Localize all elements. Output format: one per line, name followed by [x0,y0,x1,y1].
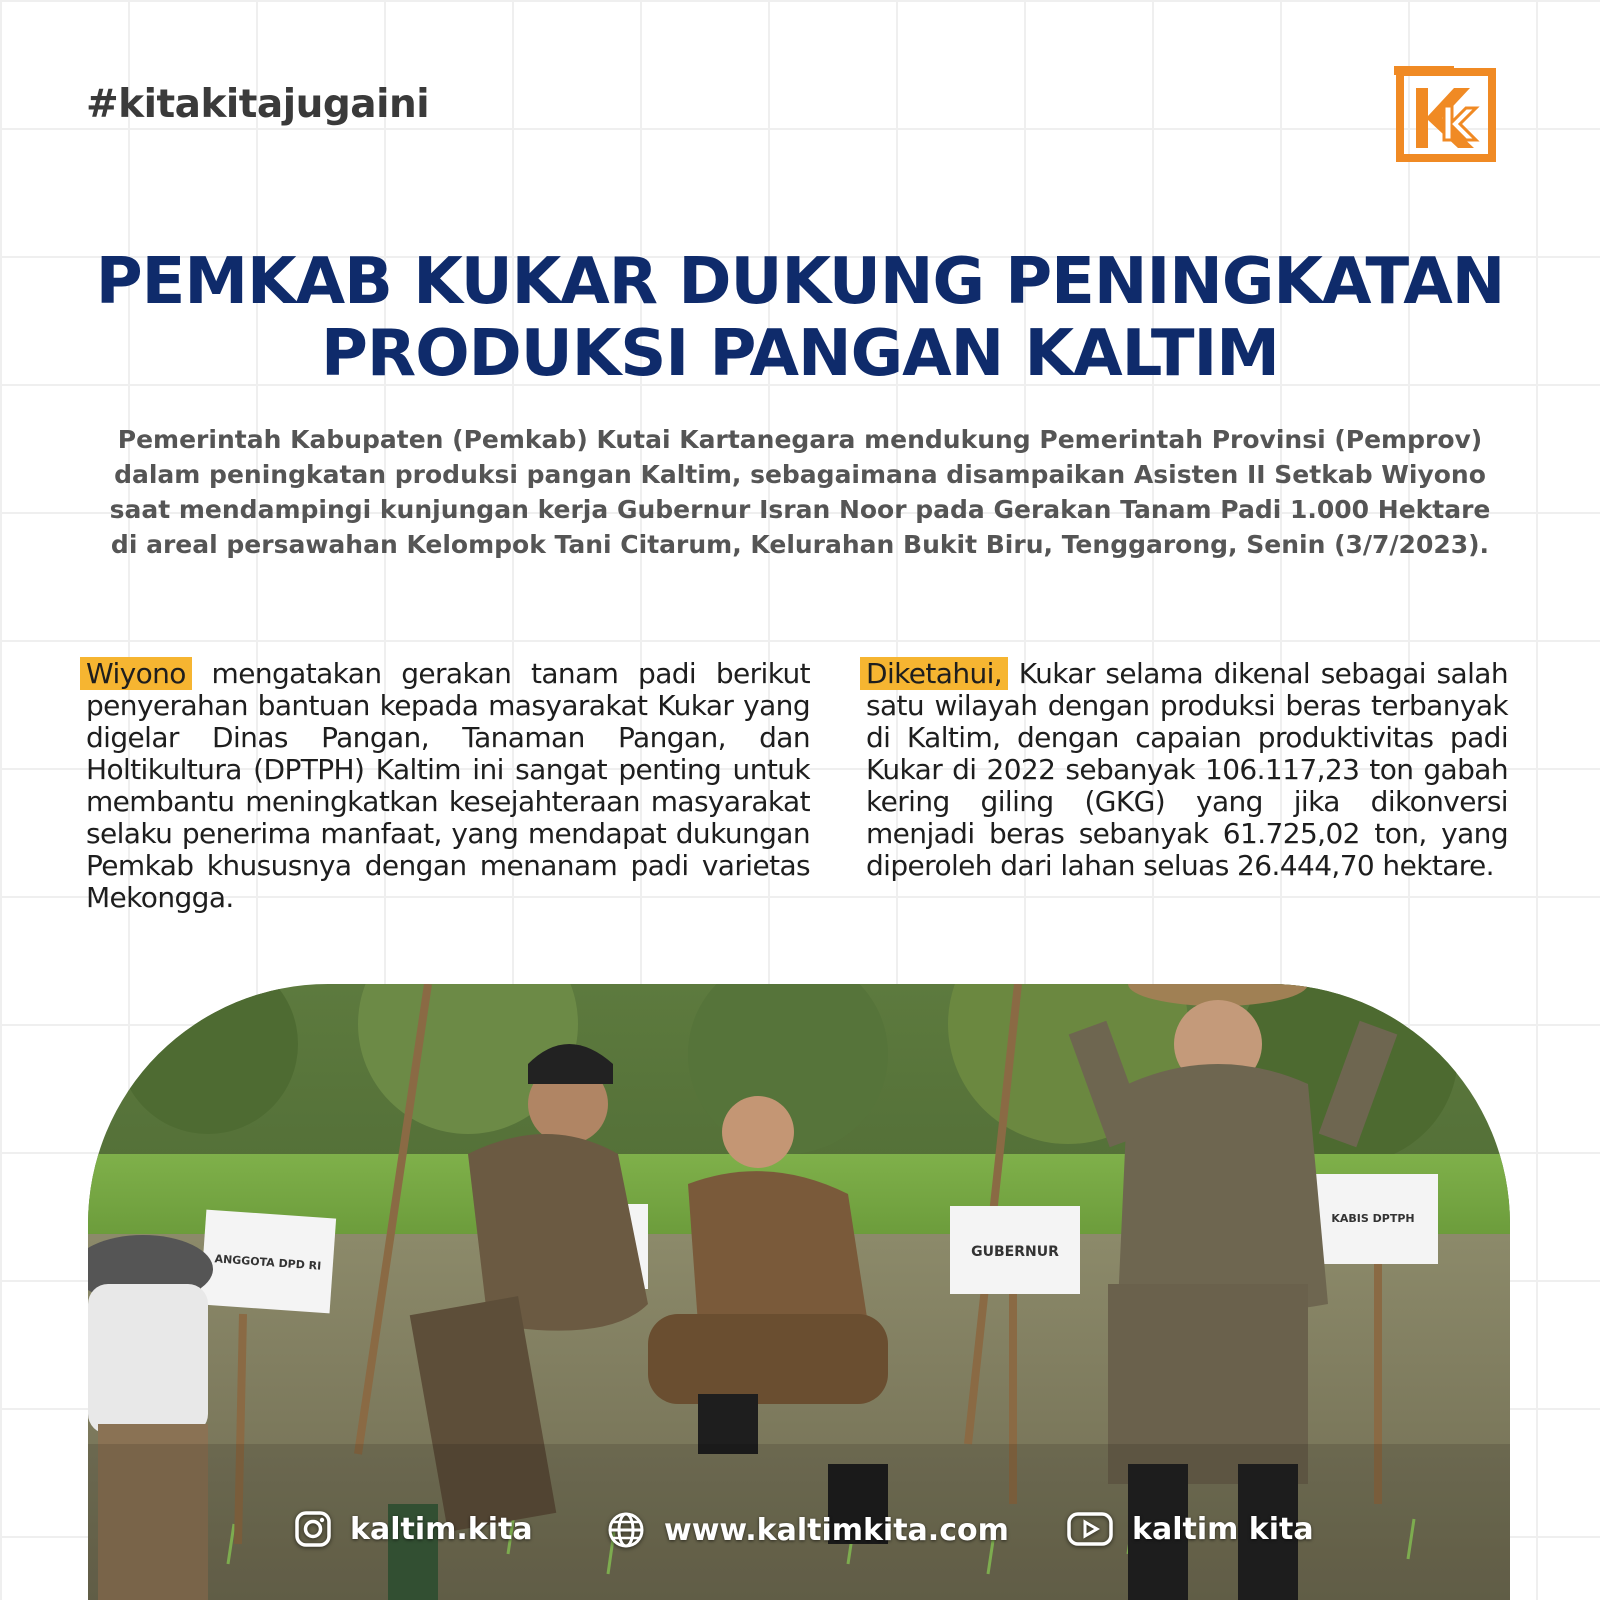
lead-paragraph: Pemerintah Kabupaten (Pemkab) Kutai Kartanegara mendukung Pemerintah Provinsi (Pemprov) dalam peningkatan produksi pangan Kaltim, sebagaimana disampaikan Asisten II Setkab Wiyono saat mendampingi kunjungan kerja Gubernur Isran Noor pada Gerakan Tanam Padi 1.000 Hektare di areal persawahan Kelompok Tani Citarum, Kelurahan Bukit Biru, Tenggarong, Senin (3/7/2023). [109,425,1491,559]
youtube-icon [1066,1510,1114,1548]
sign-kabis-dptph: KABIS DPTPH [1331,1212,1415,1225]
highlight-wiyono: Wiyono [80,657,192,690]
footer-website[interactable] [606,1510,1009,1550]
youtube-channel: kaltim kita [1132,1511,1314,1547]
instagram-handle: kaltim.kita [350,1511,533,1547]
sign-gubernur: GUBERNUR [971,1244,1059,1260]
sign-anggota-dpd: ANGGOTA DPD RI [214,1252,322,1273]
body-right-text: Kukar selama dikenal sebagai salah satu wilayah dengan produksi beras terbanyak di Kaltim, dengan capaian produktivitas padi Kukar di 2022 sebanyak 106.117,23 ton gabah kering giling (GKG) yang jika dikonversi menjadi beras sebanyak 61.725,02 ton, yang diperoleh dari lahan seluas 26.444,70 hektare. [866,657,1508,882]
body-left-text: mengatakan gerakan tanam padi berikut penyerahan bantuan kepada masyarakat Kukar yang digelar Dinas Pangan, Tanaman Pangan, dan Holtikultura (DPTPH) Kaltim ini sangat penting untuk membantu meningkatkan kesejahteraan masyarakat selaku penerima manfaat, yang mendapat dukungan Pemkab khususnya dengan menanam padi varietas Mekongga. [86,657,810,914]
highlight-diketahui: Diketahui, [860,657,1008,690]
rice-planting-photo [88,984,1510,1600]
globe-icon [606,1510,646,1550]
body-column-left [86,658,810,914]
headline [60,246,1540,390]
headline-line-2: PRODUKSI PANGAN KALTIM [321,317,1279,391]
footer-youtube[interactable] [1066,1510,1314,1548]
footer-instagram[interactable] [294,1510,533,1548]
headline-line-1: PEMKAB KUKAR DUKUNG PENINGKATAN [95,245,1505,319]
social-footer [0,1510,1600,1570]
instagram-icon [294,1510,332,1548]
body-column-right [866,658,1508,882]
kaltimkita-logo [1394,66,1498,164]
hashtag: #kitakitajugaini [86,82,430,127]
website-url: www.kaltimkita.com [664,1512,1009,1548]
